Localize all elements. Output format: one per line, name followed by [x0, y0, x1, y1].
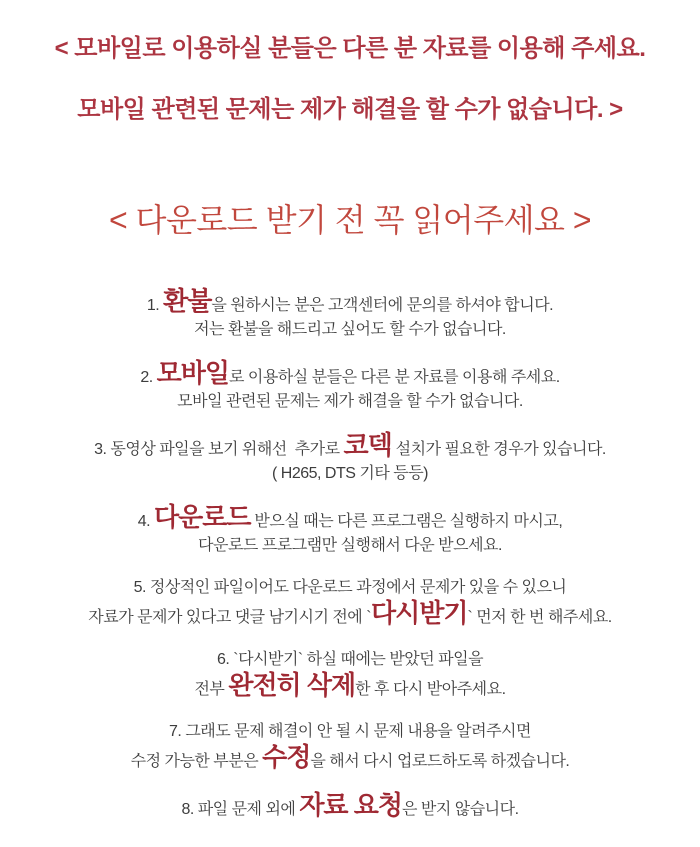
notice-item — [0, 432, 700, 486]
body-text: ( H265, DTS 기타 등등) — [272, 465, 428, 482]
body-text: 2. — [140, 369, 157, 386]
body-text: 자료가 문제가 있다고 댓글 남기시기 전에 ` — [88, 609, 372, 626]
emphasis-text: 다시받기 — [371, 598, 468, 628]
body-text: 한 후 다시 받아주세요. — [355, 681, 506, 698]
emphasis-text: 모바일 — [156, 358, 229, 388]
mobile-warning-line-2: 모바일 관련된 문제는 제가 해결을 할 수가 없습니다. > — [77, 96, 623, 123]
notice-item — [0, 720, 700, 774]
notice-line — [0, 360, 700, 390]
notice-line — [0, 318, 700, 342]
body-text: 을 원하시는 분은 고객센터에 문의를 하셔야 합니다. — [211, 297, 554, 314]
body-text: 저는 환불을 해드리고 싶어도 할 수가 없습니다. — [194, 321, 506, 338]
body-text: 4. — [137, 513, 155, 530]
body-text: 6. `다시받기` 하실 때에는 받았던 파일을 — [216, 651, 484, 668]
body-text: 받으실 때는 다른 프로그램은 실행하지 마시고, — [250, 513, 563, 530]
notice-item — [0, 648, 700, 702]
notice-item — [0, 360, 700, 414]
body-text: 1. — [146, 297, 164, 314]
notice-line — [0, 432, 700, 462]
body-text: 수정 가능한 부분은 — [130, 753, 263, 770]
mobile-warning-banner — [0, 34, 700, 124]
section-heading: < 다운로드 받기 전 꼭 읽어주세요 > — [108, 202, 592, 238]
body-text: 다운로드 프로그램만 실행해서 다운 받으세요. — [198, 537, 502, 554]
emphasis-text: 수정 — [262, 742, 311, 772]
body-text: 을 해서 다시 업로드하도록 하겠습니다. — [310, 753, 570, 770]
emphasis-text: 다운로드 — [154, 502, 251, 532]
body-text: 3. 동영상 파일을 보기 위해선 추가로 — [94, 441, 344, 458]
body-text: 8. 파일 문제 외에 — [181, 801, 300, 818]
notice-line — [0, 744, 700, 774]
mobile-warning-line-1: < 모바일로 이용하실 분들은 다른 분 자료를 이용해 주세요. — [54, 35, 646, 62]
notice-line — [0, 462, 700, 486]
body-text: 로 이용하실 분들은 다른 분 자료를 이용해 주세요. — [228, 369, 560, 386]
body-text: 5. 정상적인 파일이어도 다운로드 과정에서 문제가 있을 수 있으니 — [133, 579, 567, 596]
notice-line — [0, 576, 700, 600]
body-text: 모바일 관련된 문제는 제가 해결을 할 수가 없습니다. — [177, 393, 523, 410]
body-text: 은 받지 않습니다. — [402, 801, 519, 818]
notice-line — [0, 792, 700, 822]
notice-item — [0, 576, 700, 630]
notice-line — [0, 672, 700, 702]
notice-line — [0, 600, 700, 630]
notice-item — [0, 288, 700, 342]
notice-line — [0, 720, 700, 744]
emphasis-text: 자료 요청 — [299, 790, 403, 820]
notice-line — [0, 534, 700, 558]
notice-line — [0, 390, 700, 414]
notice-line — [0, 648, 700, 672]
notice-item — [0, 504, 700, 558]
notice-line — [0, 288, 700, 318]
emphasis-text: 완전히 삭제 — [228, 670, 356, 700]
notice-list — [0, 288, 700, 822]
notice-item — [0, 792, 700, 822]
emphasis-text: 환불 — [163, 286, 212, 316]
body-text: 7. 그래도 문제 해결이 안 될 시 문제 내용을 알려주시면 — [169, 723, 531, 740]
emphasis-text: 코덱 — [343, 430, 392, 460]
body-text: ` 먼저 한 번 해주세요. — [467, 609, 612, 626]
body-text: 전부 — [194, 681, 229, 698]
body-text: 설치가 필요한 경우가 있습니다. — [391, 441, 606, 458]
notice-line — [0, 504, 700, 534]
